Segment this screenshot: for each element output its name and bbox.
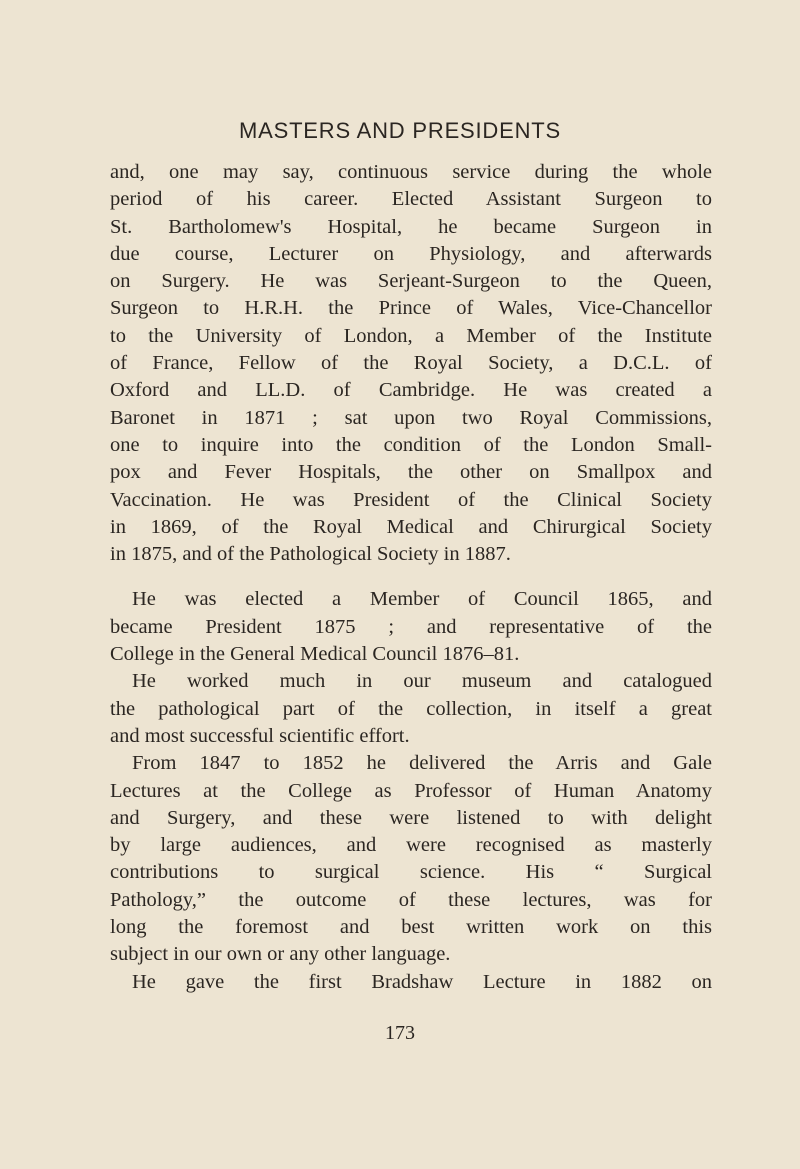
paragraph-2 xyxy=(110,586,712,668)
paragraph-gap xyxy=(110,568,712,586)
text-line: Pathology,” the outcome of these lectures, was for xyxy=(110,888,712,911)
text-line: Oxford and LL.D. of Cambridge. He was created a xyxy=(110,379,712,402)
text-line: to the University of London, a Member of the Institute xyxy=(110,324,712,347)
text-line: one to inquire into the condition of the London Small- xyxy=(110,433,712,456)
text-line: became President 1875 ; and representative of the xyxy=(110,615,712,638)
text-line: subject in our own or any other language. xyxy=(110,943,451,966)
text-line: and Surgery, and these were listened to with delight xyxy=(110,806,712,829)
text-line: in 1869, of the Royal Medical and Chirurgical Society xyxy=(110,515,712,538)
text-line: contributions to surgical science. His “ Surgical xyxy=(110,861,712,884)
paragraph-5 xyxy=(110,969,712,996)
paragraph-1 xyxy=(110,159,712,568)
text-line: College in the General Medical Council 1876–81. xyxy=(110,643,520,666)
text-line: He gave the first Bradshaw Lecture in 1882 on xyxy=(132,970,712,993)
body-text xyxy=(110,159,712,996)
text-line: the pathological part of the collection, in itself a great xyxy=(110,697,712,720)
text-line: From 1847 to 1852 he delivered the Arris and Gale xyxy=(132,752,712,775)
text-line: in 1875, and of the Pathological Society in 1887. xyxy=(110,543,511,566)
running-head: MASTERS AND PRESIDENTS xyxy=(239,118,561,143)
paragraph-3 xyxy=(110,668,712,750)
text-line: and, one may say, continuous service during the whole xyxy=(110,161,712,183)
text-line: He was elected a Member of Council 1865, and xyxy=(132,588,712,611)
text-line: long the foremost and best written work on this xyxy=(110,916,712,939)
page-number: 173 xyxy=(385,1022,415,1044)
text-line: on Surgery. He was Serjeant-Surgeon to the Queen, xyxy=(110,270,712,293)
text-line: Surgeon to H.R.H. the Prince of Wales, Vice-Chancellor xyxy=(110,297,712,320)
text-line: St. Bartholomew's Hospital, he became Surgeon in xyxy=(110,215,712,238)
text-line: Lectures at the College as Professor of Human Anatomy xyxy=(110,779,712,802)
text-line: Baronet in 1871 ; sat upon two Royal Commissions, xyxy=(110,406,712,429)
text-line: pox and Fever Hospitals, the other on Smallpox and xyxy=(110,461,712,484)
text-line: of France, Fellow of the Royal Society, a D.C.L. of xyxy=(110,352,712,375)
text-line: and most successful scientific effort. xyxy=(110,724,410,747)
text-line: by large audiences, and were recognised as masterly xyxy=(110,834,712,857)
text-line: due course, Lecturer on Physiology, and afterwards xyxy=(110,242,712,265)
text-line: period of his career. Elected Assistant Surgeon to xyxy=(110,188,712,211)
text-line: He worked much in our museum and catalogued xyxy=(132,670,712,693)
text-line: Vaccination. He was President of the Clinical Society xyxy=(110,488,712,511)
paragraph-4 xyxy=(110,750,712,968)
